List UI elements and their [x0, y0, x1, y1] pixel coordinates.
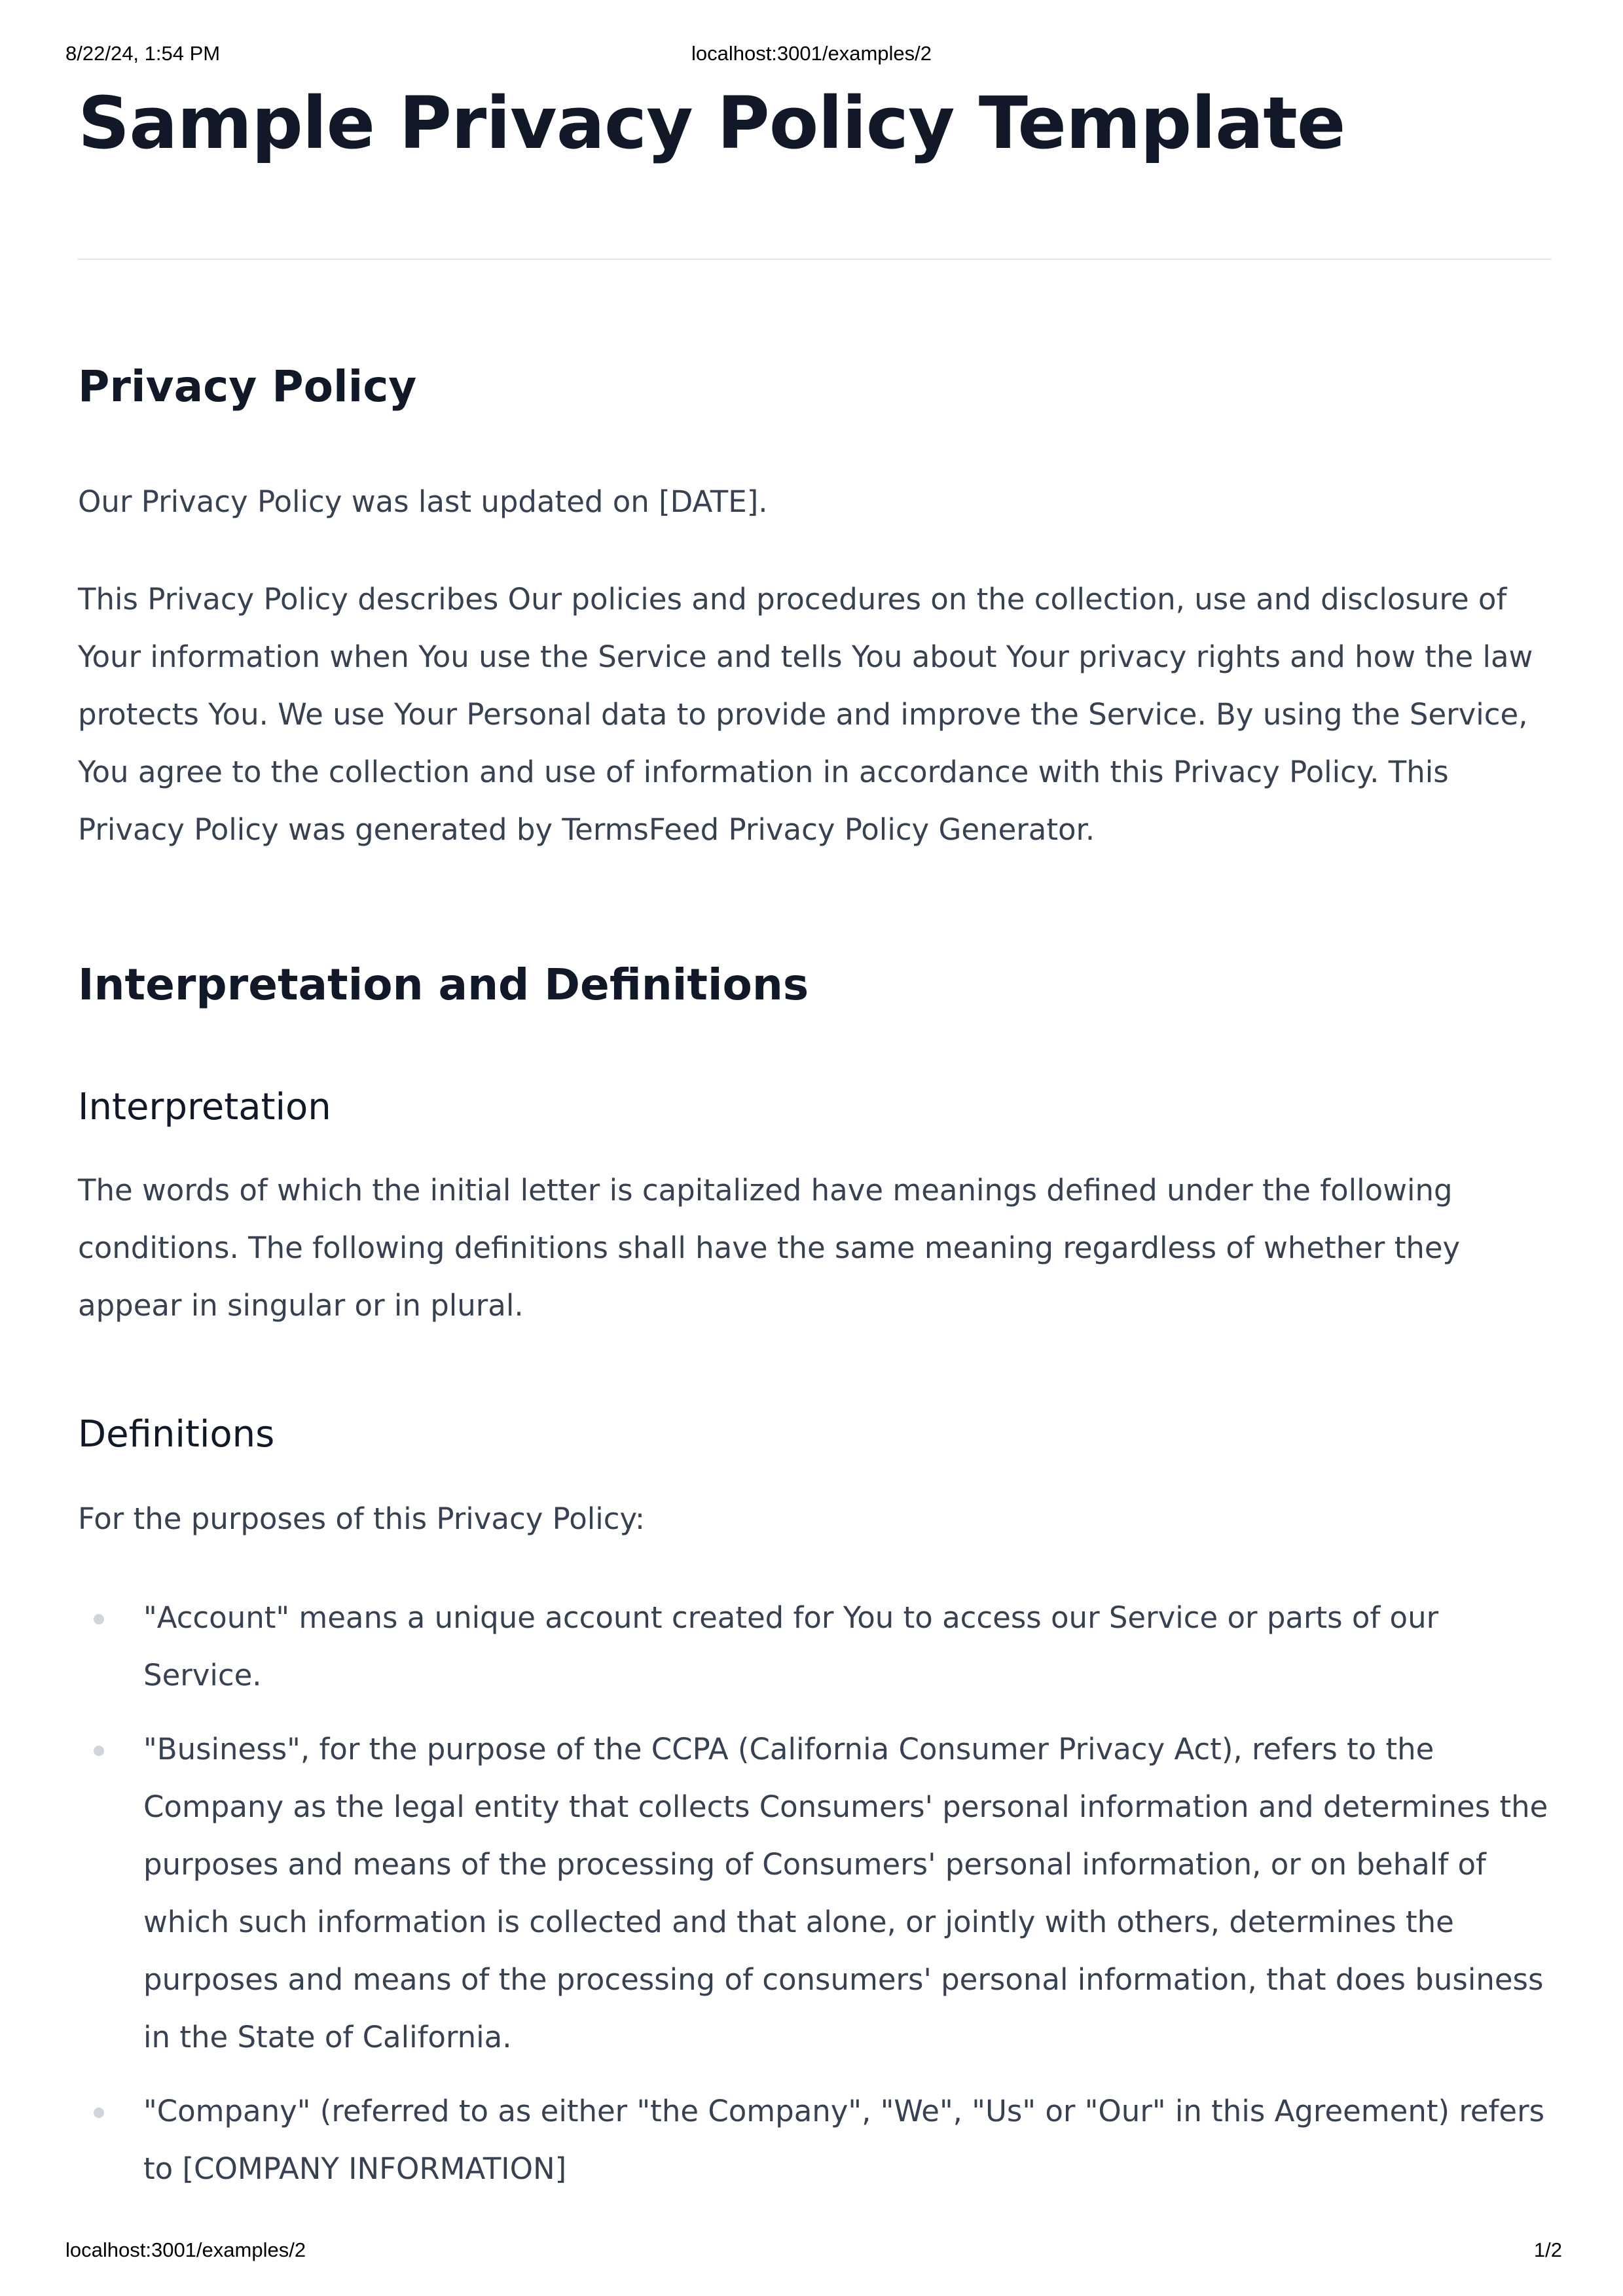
interpretation-definitions-heading: Interpretation and Definitions: [78, 960, 809, 1010]
interpretation-heading: Interpretation: [78, 1086, 331, 1128]
list-item: [78, 1589, 1551, 1704]
privacy-policy-heading: Privacy Policy: [78, 361, 417, 412]
list-item: [78, 1721, 1551, 2066]
bullet-icon: [94, 1614, 104, 1624]
definition-company: "Company" (referred to as either "the Company", "We", "Us" or "Our" in this Agreement) refers to [COMPANY INFORMATION]: [143, 2094, 1545, 2186]
policy-description: This Privacy Policy describes Our policies and procedures on the collection, use and disclosure of Your information when You use the Service and tells You about Your privacy rights and how the law protects You. We use Your Personal data to provide and improve the Service. By using the Service, You agree to the collection and use of information in accordance with this Privacy Policy. This Privacy Policy was generated by TermsFeed Privacy Policy Generator.: [78, 582, 1533, 847]
page-number: 1/2: [1533, 2238, 1562, 2261]
footer-url: localhost:3001/examples/2: [65, 2238, 306, 2261]
definitions-intro: For the purposes of this Privacy Policy:: [78, 1501, 645, 1536]
definition-business: "Business", for the purpose of the CCPA (California Consumer Privacy Act), refers to the Company as the legal entity that collects Consumers' personal information and determines the purposes and means of the processing of Consumers' personal information, or on behalf of which such information is collected and that alone, or jointly with others, determines the purposes and means of the processing of consumers' personal information, that does business in the State of California.: [143, 1732, 1548, 2054]
print-datetime: 8/22/24, 1:54 PM: [65, 42, 221, 65]
title-divider: [78, 259, 1551, 260]
definition-account: "Account" means a unique account created for You to access our Service or parts of our Service.: [143, 1600, 1439, 1693]
definitions-heading: Definitions: [78, 1413, 275, 1456]
print-footer: [0, 2238, 1623, 2265]
last-updated-text: Our Privacy Policy was last updated on [DATE].: [78, 484, 768, 519]
list-item: [78, 2083, 1551, 2198]
definitions-list: [78, 1589, 1551, 2214]
bullet-icon: [94, 2108, 104, 2118]
interpretation-text: The words of which the initial letter is capitalized have meanings defined under the following conditions. The following definitions shall have the same meaning regardless of whether they appear in singular or in plural.: [78, 1173, 1461, 1323]
print-url: localhost:3001/examples/2: [691, 42, 932, 65]
bullet-icon: [94, 1746, 104, 1756]
print-header: [0, 42, 1623, 68]
page-title: Sample Privacy Policy Template: [78, 81, 1345, 165]
